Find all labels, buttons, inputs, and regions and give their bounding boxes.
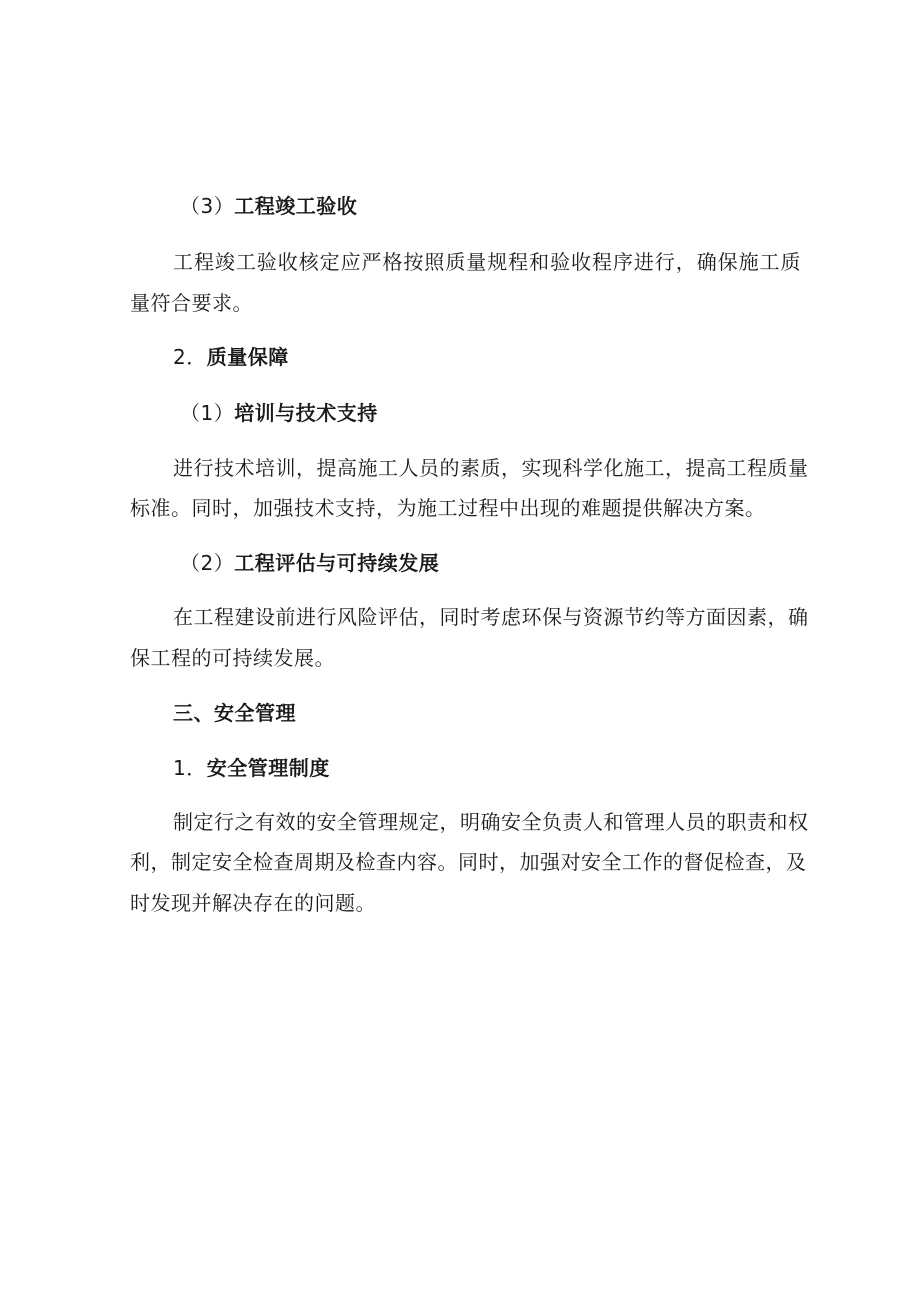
section-heading-safety-system [173,758,853,778]
heading-text: 工程竣工验收 [234,194,358,218]
heading-text: 质量保障 [206,345,289,369]
paragraph-line: 制定行之有效的安全管理规定，明确安全负责人和管理人员的职责和权 [173,810,809,834]
paragraph-line: 标准。同时，加强技术支持，为施工过程中出现的难题提供解决方案。 [130,496,766,520]
heading-text: 工程评估与可持续发展 [234,551,440,575]
paragraph-line: 利，制定安全检查周期及检查内容。同时，加强对安全工作的督促检查，及 [130,850,807,874]
heading-text: 培训与技术支持 [234,401,378,425]
paragraph-line: 工程竣工验收核定应严格按照质量规程和验收程序进行，确保施工质 [173,250,801,274]
heading-number: 1． [173,756,207,780]
section-heading-quality-assurance [173,347,853,367]
chapter-heading-safety-management [173,703,853,723]
paragraph-line: 在工程建设前进行风险评估，同时考虑环保与资源节约等方面因素，确 [173,605,809,629]
subsection-heading-completion-acceptance [180,196,860,216]
paragraph-line: 保工程的可持续发展。 [130,646,335,670]
subsection-heading-training-support [180,403,860,423]
paragraph-line: 量符合要求。 [130,291,253,315]
subsection-heading-evaluation-sustainability [180,553,860,573]
paragraph-line: 时发现并解决存在的问题。 [130,891,376,915]
heading-text: 三、安全管理 [173,701,296,725]
heading-number: （1） [180,401,235,425]
heading-text: 安全管理制度 [206,756,330,780]
paragraph-line: 进行技术培训，提高施工人员的素质，实现科学化施工，提高工程质量 [173,456,809,480]
heading-number: （3） [180,194,235,218]
heading-number: （2） [180,551,235,575]
heading-number: 2． [173,345,207,369]
